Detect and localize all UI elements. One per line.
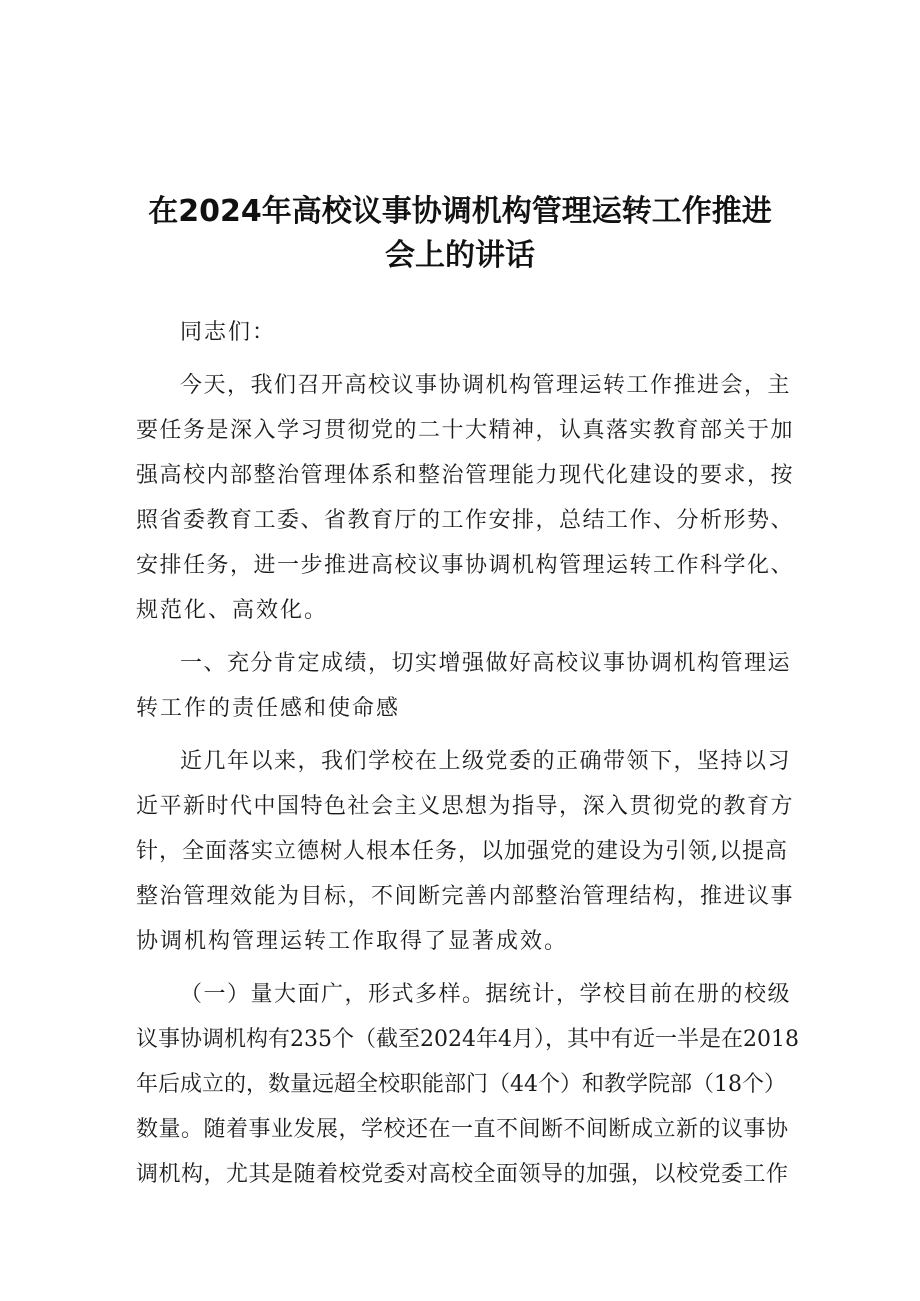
paragraph-line: 照省委教育工委、省教育厅的工作安排，总结工作、分析形势、 (136, 508, 795, 533)
paragraph-line: 要任务是深入学习贯彻党的二十大精神，认真落实教育部关于加 (136, 418, 795, 443)
paragraph-line: 近平新时代中国特色社会主义思想为指导，深入贯彻党的教育方 (136, 794, 795, 819)
document-title (100, 190, 820, 278)
document-body (136, 310, 800, 1197)
paragraph-line: 安排任务，进一步推进高校议事协调机构管理运转工作科学化、 (136, 553, 795, 578)
paragraph-line: 整治管理效能为目标，不间断完善内部整治管理结构，推进议事 (136, 884, 795, 909)
paragraph-line: 数量。随着事业发展，学校还在一直不间断不间断成立新的议事协 (136, 1117, 789, 1142)
paragraph-line: 年后成立的，数量远超全校职能部门（44个）和教学院部（18个） (136, 1072, 786, 1097)
heading-line: 一、充分肯定成绩，切实增强做好高校议事协调机构管理运 (180, 651, 792, 676)
section-heading-1 (136, 641, 800, 731)
paragraph-line: 协调机构管理运转工作取得了显著成效。 (136, 929, 569, 954)
paragraph-achievements (136, 739, 800, 964)
title-line-2: 会上的讲话 (385, 238, 535, 273)
title-line-1: 在2024年高校议事协调机构管理运转工作推进 (148, 194, 772, 229)
paragraph-subsection-1 (136, 972, 800, 1197)
paragraph-line: 议事协调机构有235个（截至2024年4月），其中有近一半是在2018 (136, 1027, 799, 1052)
paragraph-line: 强高校内部整治管理体系和整治管理能力现代化建设的要求，按 (136, 463, 795, 488)
paragraph-line: 针，全面落实立德树人根本任务，以加强党的建设为引领,以提高 (136, 839, 788, 864)
heading-line: 转工作的责任感和使命感 (136, 696, 401, 721)
salutation (136, 310, 800, 355)
paragraph-intro (136, 363, 800, 633)
paragraph-line: （一）量大面广，形式多样。据统计，学校目前在册的校级 (180, 982, 792, 1007)
paragraph-line: 规范化、高效化。 (136, 598, 329, 623)
paragraph-line: 近几年以来，我们学校在上级党委的正确带领下，坚持以习 (180, 749, 792, 774)
paragraph-line: 今天，我们召开高校议事协调机构管理运转工作推进会，主 (180, 373, 792, 398)
salutation-line: 同志们： (180, 320, 277, 345)
paragraph-line: 调机构，尤其是随着校党委对高校全面领导的加强，以校党委工作 (136, 1162, 789, 1187)
